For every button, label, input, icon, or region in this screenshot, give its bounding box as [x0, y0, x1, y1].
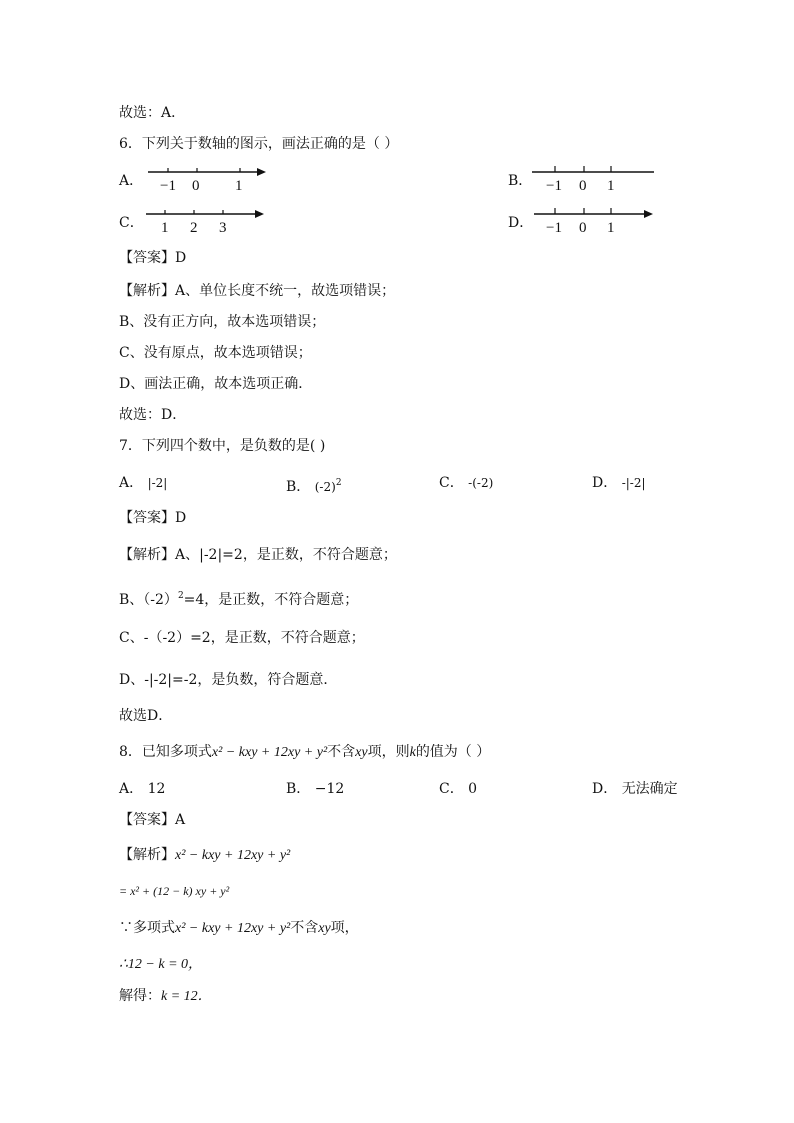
tick-label: −1	[160, 178, 176, 194]
exponent: 2	[177, 591, 184, 601]
text: 【解析】	[119, 847, 175, 863]
q6-option-a-label: A．	[119, 173, 144, 189]
answer-8: 【答案】A	[119, 812, 186, 828]
text: 不含	[290, 920, 319, 936]
q8-option-c	[439, 780, 477, 798]
option-value: (-2)	[314, 480, 336, 494]
arrow-head	[644, 210, 653, 218]
analysis-8	[119, 846, 290, 865]
equation: ∴12 − k = 0，	[119, 957, 203, 972]
q6-option-d-number-line	[530, 204, 660, 236]
text: 不含	[327, 744, 356, 760]
option-label: D．	[592, 781, 618, 797]
text: 8．已知多项式	[119, 744, 212, 760]
tick-label: −1	[546, 220, 562, 236]
result: k = 12．	[161, 989, 212, 1004]
answer-6: 【答案】D	[119, 250, 187, 266]
tick-label: 1	[235, 178, 243, 194]
option-label: C．	[439, 781, 464, 797]
option-label: D．	[592, 475, 618, 491]
analysis-8-step	[119, 882, 229, 900]
q7-option-b	[286, 474, 342, 496]
analysis-7-c: C、-（-2）=2，是正数，不符合题意；	[119, 630, 365, 646]
q8-option-b	[286, 780, 344, 798]
text: ∵多项式	[119, 920, 175, 936]
arrow-head	[257, 168, 266, 176]
text: B、（-2）	[119, 592, 178, 608]
term: xy	[355, 745, 368, 760]
question-8	[119, 743, 490, 762]
q8-option-a	[119, 780, 165, 798]
option-value: 无法确定	[621, 781, 678, 797]
q7-option-c	[439, 474, 493, 492]
tick-label: 0	[192, 178, 200, 194]
polynomial: x² − kxy + 12xy + y²	[211, 745, 328, 760]
conclusion-q5: 故选：A．	[119, 105, 186, 121]
option-label: C．	[439, 475, 464, 491]
option-value: -(-2)	[468, 476, 494, 490]
polynomial: x² − kxy + 12xy + y²	[175, 848, 291, 863]
q6-option-a-number-line	[140, 162, 270, 194]
tick-label: 3	[219, 220, 227, 236]
question-7: 7．下列四个数中，是负数的是( )	[119, 438, 326, 454]
analysis-7-d: D、-|-2|=-2，是负数，符合题意．	[119, 672, 338, 688]
text: 项，	[330, 920, 359, 936]
option-label: B．	[286, 781, 311, 797]
option-value: −12	[314, 781, 345, 797]
option-value: -|-2|	[621, 476, 646, 490]
q6-option-d-label: D．	[508, 215, 534, 231]
text: 解得：	[119, 988, 161, 1004]
q6-option-b-number-line	[530, 162, 660, 194]
tick-label: 2	[190, 220, 198, 236]
term: xy	[318, 921, 331, 936]
q6-option-c-label: C．	[119, 215, 144, 231]
analysis-6-b: B、没有正方向，故本选项错误；	[119, 314, 326, 330]
arrow-head	[255, 210, 264, 218]
answer-7: 【答案】D	[119, 510, 187, 526]
q7-option-a	[119, 474, 167, 492]
polynomial: x² − kxy + 12xy + y²	[175, 921, 291, 936]
expanded-expression: = x² + (12 − k) xy + y²	[119, 884, 230, 898]
analysis-6-d: D、画法正确，故本选项正确．	[119, 376, 313, 392]
tick-label: 1	[161, 220, 169, 236]
analysis-6-c: C、没有原点，故本选项错误；	[119, 345, 312, 361]
option-value: |-2|	[147, 476, 168, 490]
text: 的值为（ ）	[415, 744, 491, 760]
q6-option-c-number-line	[140, 204, 270, 236]
q6-option-b-label: B．	[508, 173, 533, 189]
option-exponent: 2	[335, 478, 342, 488]
analysis-8-since	[119, 919, 359, 938]
analysis-7-a: 【解析】A、|-2|=2，是正数，不符合题意；	[119, 547, 397, 563]
option-label: B．	[286, 479, 311, 495]
tick-label: 1	[607, 220, 615, 236]
option-label: A．	[119, 781, 144, 797]
analysis-8-therefore	[119, 955, 202, 974]
tick-label: 1	[607, 178, 615, 194]
variable-k: k	[409, 745, 416, 760]
text: 项，则	[367, 744, 410, 760]
q7-option-d	[592, 474, 646, 492]
tick-label: 0	[579, 178, 587, 194]
tick-label: −1	[546, 178, 562, 194]
option-value: 12	[147, 781, 166, 797]
analysis-8-solution	[119, 987, 212, 1006]
conclusion-q6: 故选：D．	[119, 407, 187, 423]
option-label: A．	[119, 475, 144, 491]
analysis-7-b	[119, 587, 358, 609]
conclusion-q7: 故选D．	[119, 708, 173, 724]
analysis-6-a: 【解析】A、单位长度不统一，故选项错误；	[119, 283, 396, 299]
question-6: 6．下列关于数轴的图示，画法正确的是（ ）	[119, 136, 399, 152]
tick-label: 0	[579, 220, 587, 236]
q8-option-d	[592, 780, 678, 798]
option-value: 0	[468, 781, 478, 797]
text: =4，是正数，不符合题意；	[183, 592, 359, 608]
